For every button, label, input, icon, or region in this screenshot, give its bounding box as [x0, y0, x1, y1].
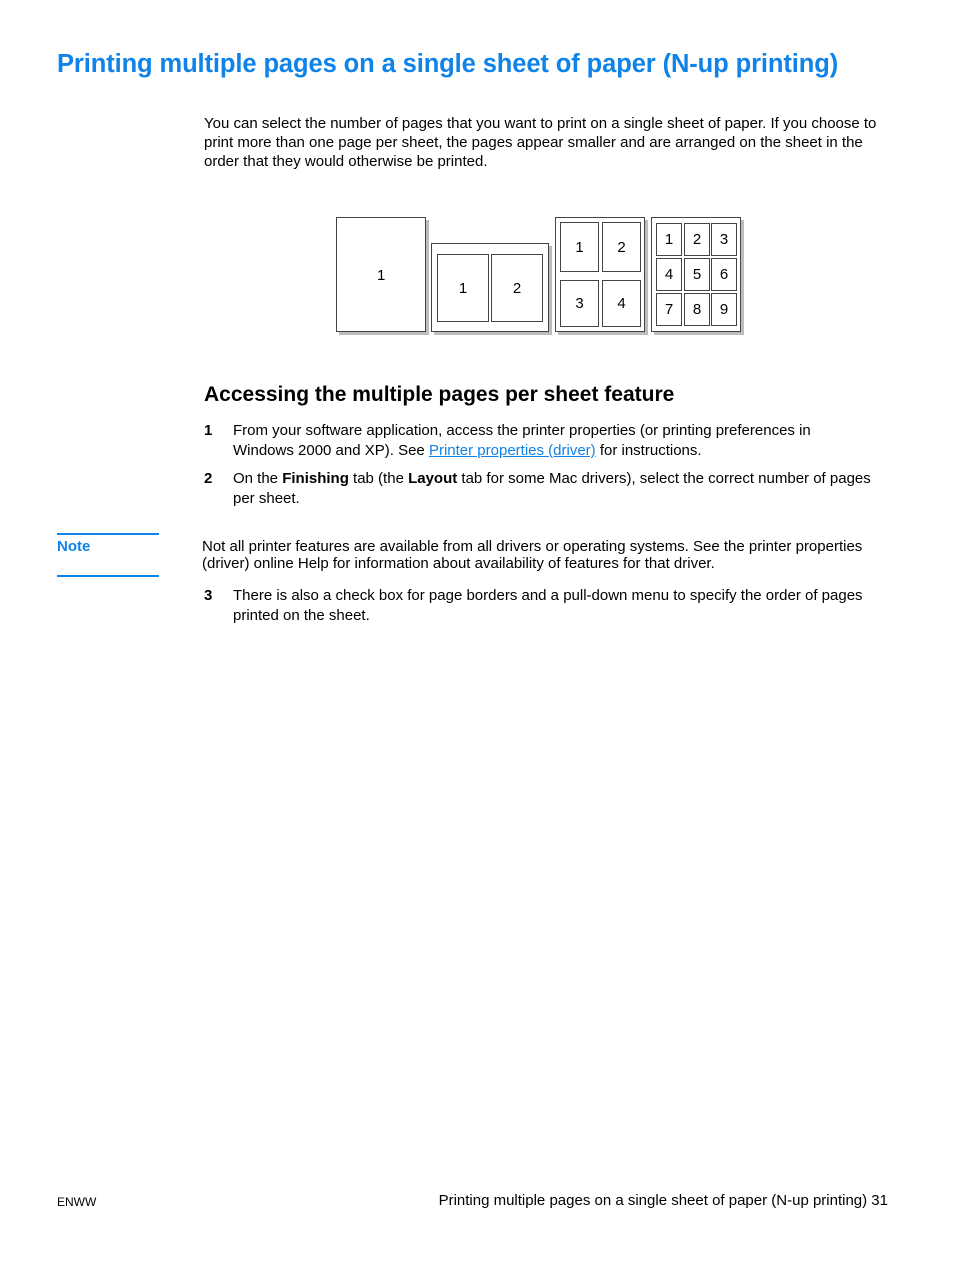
mini-page: 1 — [437, 254, 489, 322]
mini-page: 8 — [684, 293, 710, 326]
mini-page: 3 — [560, 280, 599, 327]
sheet-two-up — [431, 243, 549, 332]
mini-page: 9 — [711, 293, 737, 326]
step-text-part: tab for some Mac drivers), select the correct number of pages per sheet. — [233, 470, 871, 507]
intro-paragraph: You can select the number of pages that you want to print on a single sheet of paper. If you choose to print more than one page per sheet, the pages appear smaller and are arranged on the sheet in the order that they would otherwise be printed. — [204, 115, 877, 170]
page-number: 1 — [377, 267, 386, 284]
step-2 — [204, 469, 894, 509]
step-text-part: for instructions. — [595, 442, 702, 459]
mini-page: 1 — [560, 222, 599, 272]
mini-page: 4 — [602, 280, 641, 327]
mini-page: 2 — [491, 254, 543, 322]
sheet-four-up — [555, 217, 645, 332]
mini-page: 1 — [656, 223, 682, 256]
note-text: Not all printer features are available from all drivers or operating systems. See the printer properties (driver) online Help for information about availability of features for that driver. — [202, 538, 863, 572]
section-heading: Accessing the multiple pages per sheet feature — [204, 383, 675, 406]
step-number: 3 — [204, 587, 213, 604]
mini-page: 2 — [602, 222, 641, 272]
step-text-part: On the — [233, 470, 283, 487]
note-rule-top — [57, 533, 159, 535]
finishing-tab-label: Finishing — [282, 470, 349, 487]
note-rule-bottom — [57, 575, 159, 577]
mini-page: 3 — [711, 223, 737, 256]
step-text-part: tab (the — [348, 470, 409, 487]
step-text — [233, 469, 873, 509]
step-1 — [204, 421, 894, 461]
sheet-one-up — [336, 217, 426, 332]
step-number: 1 — [204, 422, 213, 439]
mini-page: 7 — [656, 293, 682, 326]
page-title: Printing multiple pages on a single sheet of paper (N-up printing) — [57, 50, 839, 78]
printer-properties-link[interactable]: Printer properties (driver) — [428, 442, 596, 459]
footer-left: ENWW — [57, 1195, 97, 1209]
layout-tab-label: Layout — [408, 470, 458, 487]
step-text — [233, 421, 873, 461]
step-3 — [204, 586, 894, 626]
mini-page: 6 — [711, 258, 737, 291]
footer-right: Printing multiple pages on a single sheet of paper (N-up printing) 31 — [438, 1192, 888, 1209]
note-label: Note — [57, 538, 91, 555]
step-text: There is also a check box for page borders and a pull-down menu to specify the order of pages printed on the sheet. — [233, 587, 863, 624]
step-number: 2 — [204, 470, 213, 487]
sheet-nine-up — [651, 217, 741, 332]
mini-page: 4 — [656, 258, 682, 291]
mini-page: 2 — [684, 223, 710, 256]
mini-page: 5 — [684, 258, 710, 291]
step-text-part: From your software application, access the printer properties (or printing preferences in Windows 2000 and XP). See — [233, 422, 811, 459]
